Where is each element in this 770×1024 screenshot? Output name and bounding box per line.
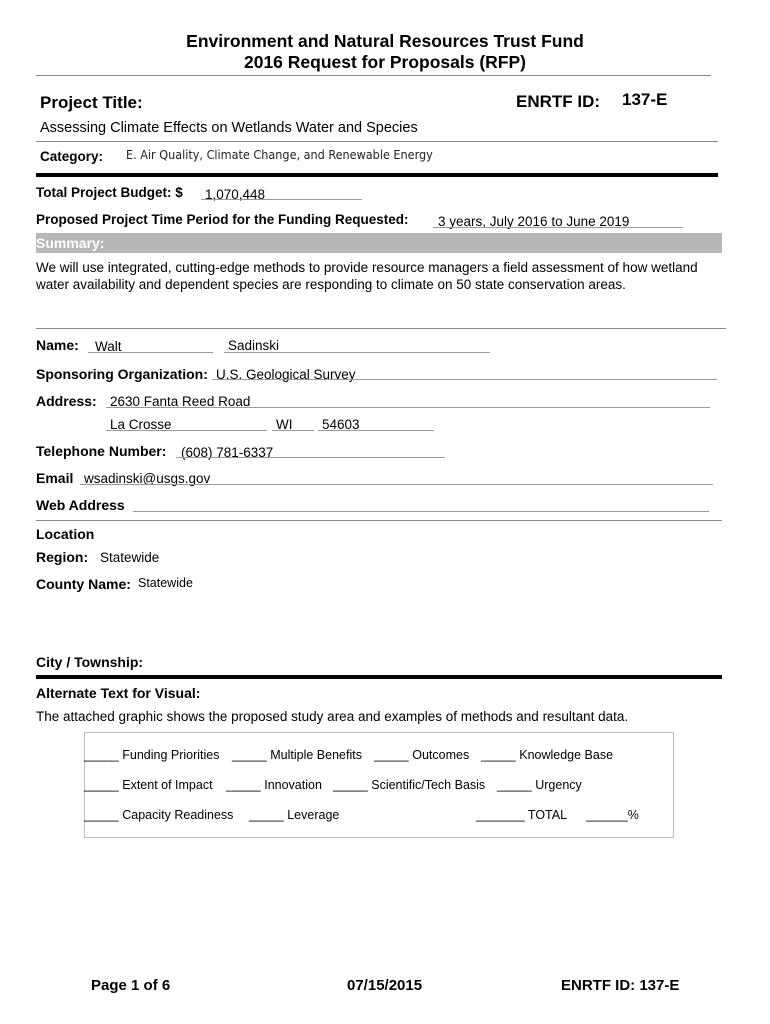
summary-label: Summary: [36,235,105,251]
score-capacity-readiness: _____ Capacity Readiness [84,808,234,822]
contact-divider [36,520,722,521]
last-name-value: Sadinski [228,338,280,353]
email-label: Email [36,470,74,486]
region-value: Statewide [100,550,160,565]
score-urgency: _____ Urgency [497,778,582,792]
web-address-underline [133,511,709,512]
score-percent: ______% [586,808,639,822]
address-label: Address: [36,393,97,409]
street-value: 2630 Fanta Reed Road [110,394,251,409]
category-value: E. Air Quality, Climate Change, and Renewable Energy [126,147,433,162]
score-outcomes: _____ Outcomes [374,748,470,762]
score-total: _______ TOTAL [476,808,568,822]
zip-underline [318,430,434,431]
document-title: Environment and Natural Resources Trust Fund [186,31,584,51]
telephone-underline [176,457,445,458]
location-divider [36,675,722,679]
summary-text: We will use integrated, cutting-edge methods to provide resource managers a field assessment of how wetland water availability and dependent species are responding to climate on 50 state conservation areas. [36,260,698,292]
sponsoring-org-label: Sponsoring Organization: [36,366,208,382]
title-divider [36,141,718,142]
city-value: La Crosse [110,417,172,432]
summary-divider [36,328,726,329]
score-scientific-tech-basis: _____ Scientific/Tech Basis [333,778,486,792]
street-underline [106,407,710,408]
time-period-label: Proposed Project Time Period for the Funding Requested: [36,212,409,227]
email-value: wsadinski@usgs.gov [84,471,211,486]
telephone-value: (608) 781-6337 [181,445,274,460]
document-subtitle: 2016 Request for Proposals (RFP) [243,52,527,72]
score-knowledge-base: _____ Knowledge Base [481,748,614,762]
county-name-value: Statewide [138,576,193,590]
telephone-label: Telephone Number: [36,443,167,459]
email-underline [80,484,713,485]
time-period-underline [433,227,683,228]
header-divider [36,75,711,76]
score-extent-of-impact: _____ Extent of Impact [84,778,213,792]
zip-value: 54603 [322,417,360,432]
first-name-underline [88,352,213,353]
footer-enrtf-id: ENRTF ID: 137-E [561,977,680,994]
score-multiple-benefits: _____ Multiple Benefits [232,748,362,762]
county-name-label: County Name: [36,576,131,592]
web-address-label: Web Address [36,497,125,513]
city-underline [106,430,267,431]
last-name-underline [224,352,490,353]
budget-value: 1,070,448 [205,187,266,202]
enrtf-id-value: 137-E [622,90,668,109]
time-period-value: 3 years, July 2016 to June 2019 [438,214,630,229]
footer-date: 07/15/2015 [347,977,423,994]
score-innovation: _____ Innovation [226,778,322,792]
enrtf-id-label: ENRTF ID: [516,92,601,111]
category-divider [36,173,718,177]
score-leverage: _____ Leverage [249,808,340,822]
state-value: WI [276,417,293,432]
sponsoring-org-underline [212,379,717,380]
state-underline [272,430,314,431]
alt-text-label: Alternate Text for Visual: [36,685,201,701]
budget-underline [201,199,362,200]
category-label: Category: [40,149,104,164]
budget-label: Total Project Budget: $ [36,185,183,200]
footer-page-number: Page 1 of 6 [91,977,171,994]
name-label: Name: [36,337,79,353]
sponsoring-org-value: U.S. Geological Survey [216,367,356,382]
first-name-value: Walt [95,339,122,354]
region-label: Region: [36,549,89,565]
location-heading: Location [36,526,95,542]
alt-text-value: The attached graphic shows the proposed study area and examples of methods and resultant data. [36,709,629,724]
score-funding-priorities: _____ Funding Priorities [84,748,220,762]
summary-header-bar [36,233,722,253]
project-title-value: Assessing Climate Effects on Wetlands Water and Species [40,120,418,136]
project-title-label: Project Title: [40,93,143,112]
city-township-label: City / Township: [36,654,144,670]
